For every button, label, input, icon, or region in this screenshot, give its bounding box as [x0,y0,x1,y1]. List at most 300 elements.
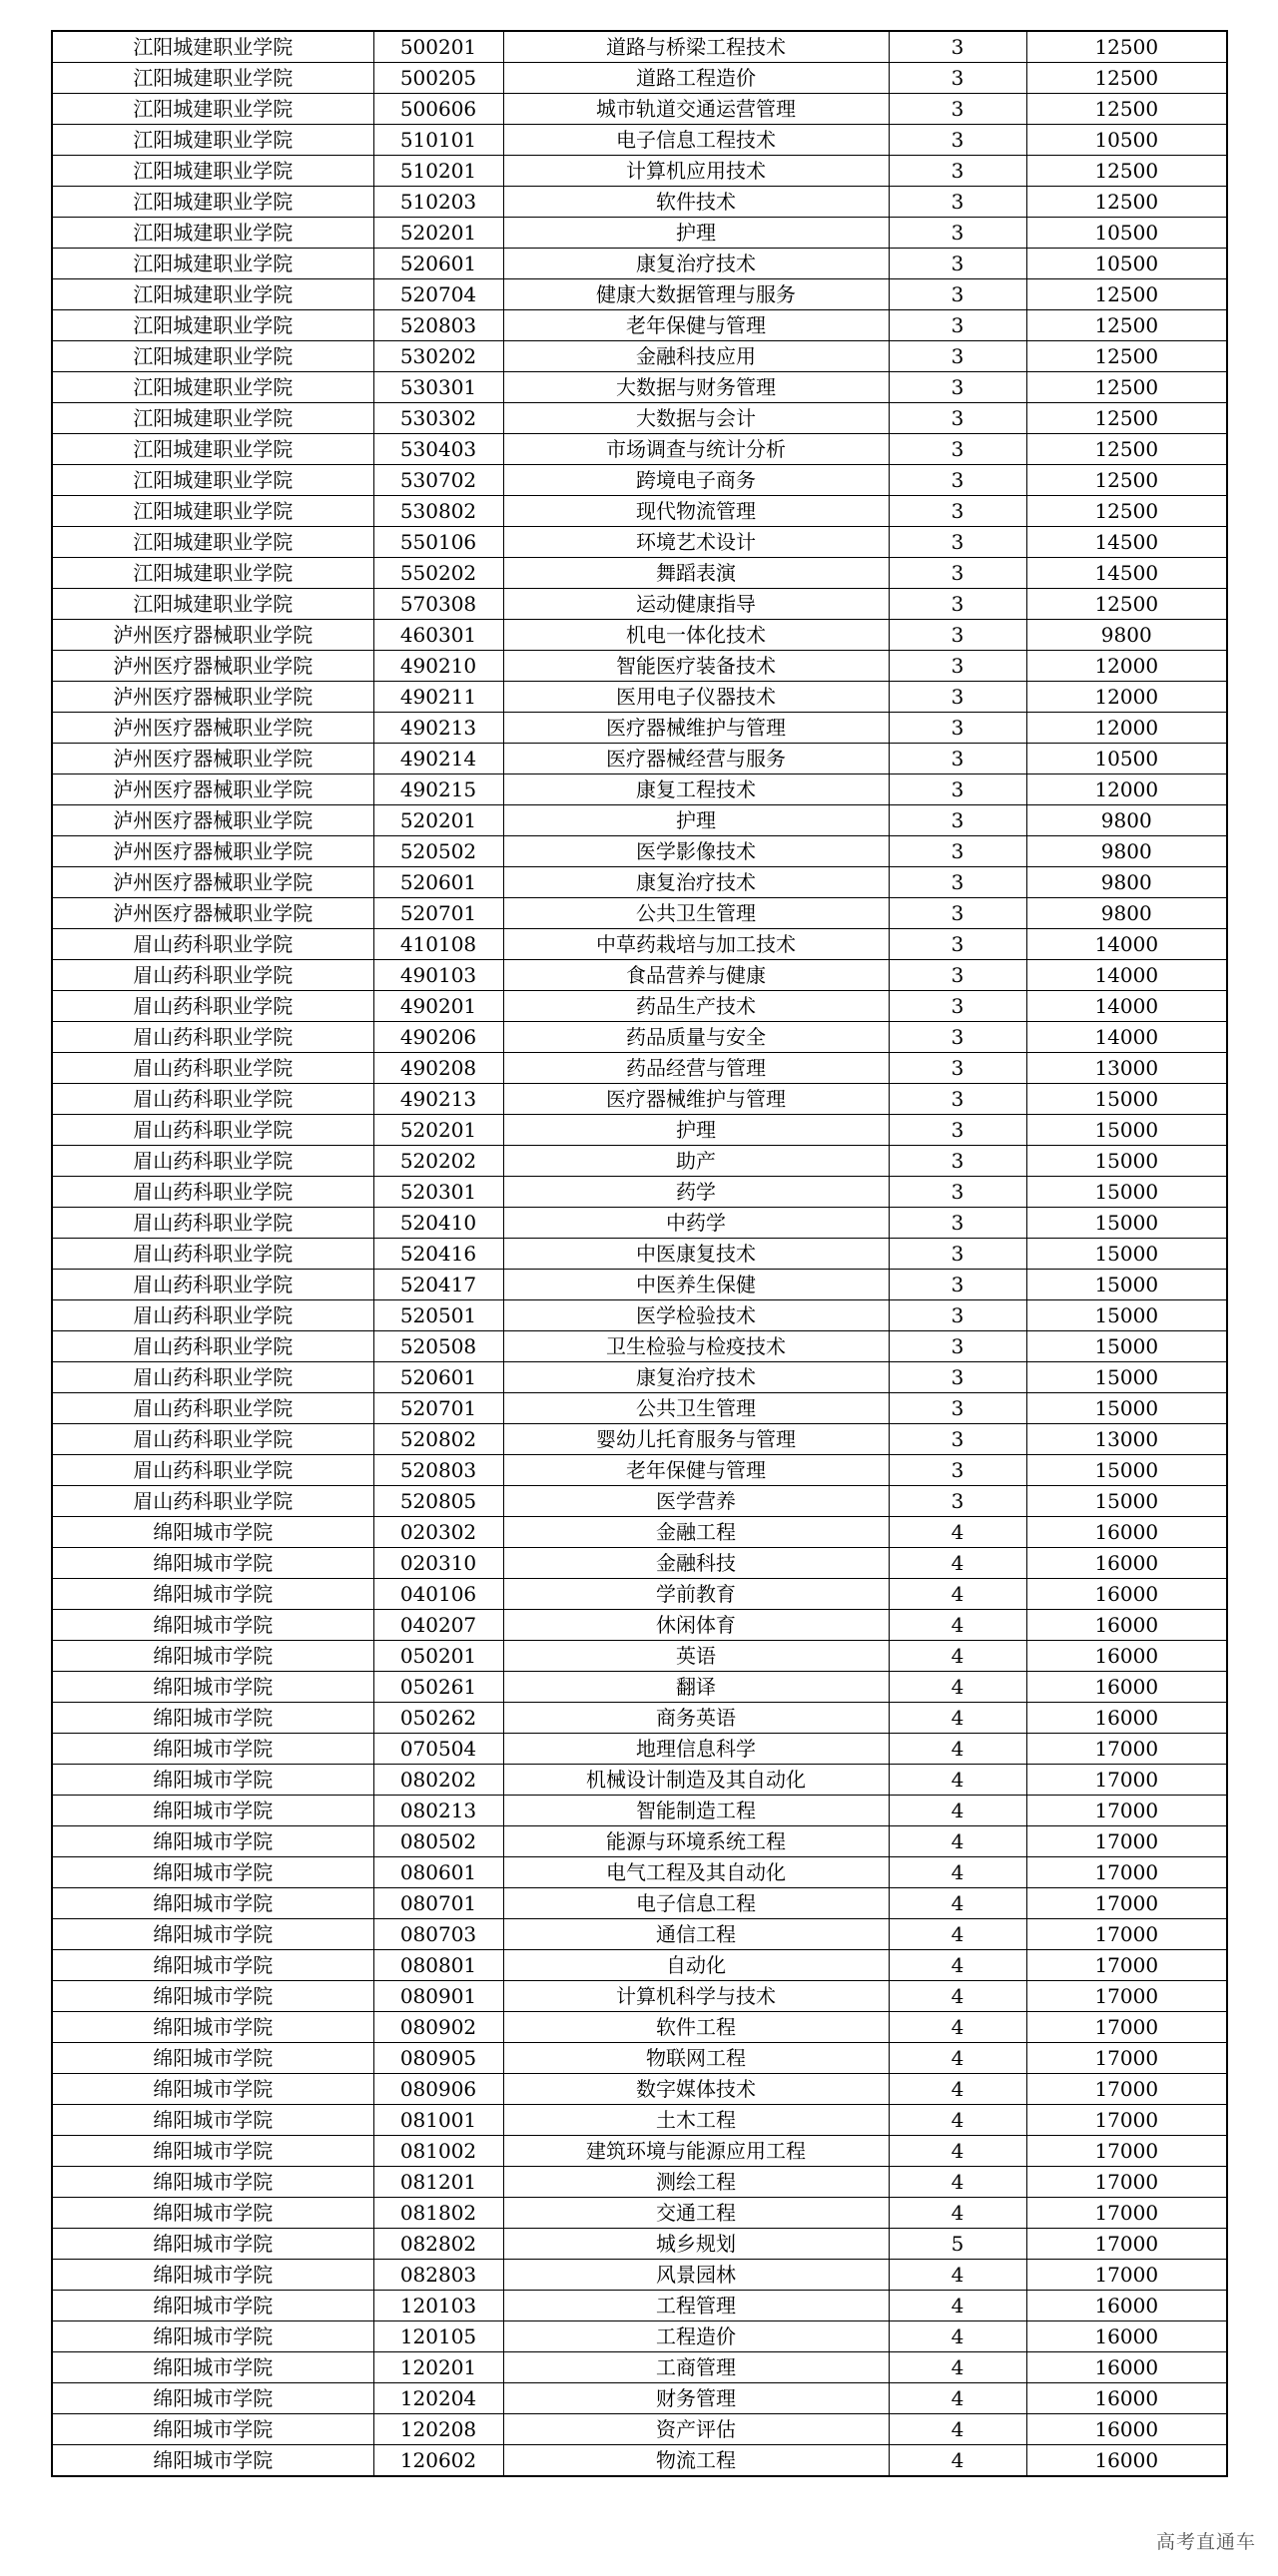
major-name-cell: 康复治疗技术 [503,1362,889,1393]
tuition-fee-cell: 12500 [1026,63,1227,94]
tuition-fee-cell: 17000 [1026,1857,1227,1888]
table-row [52,63,1227,94]
tuition-fee-cell: 17000 [1026,1765,1227,1796]
table-row [52,651,1227,682]
duration-years-cell: 3 [889,960,1026,991]
table-row [52,2291,1227,2321]
school-name-cell: 绵阳城市学院 [52,2445,373,2477]
school-name-cell: 江阳城建职业学院 [52,31,373,63]
major-code-cell: 020302 [373,1517,503,1548]
school-name-cell: 江阳城建职业学院 [52,403,373,434]
school-name-cell: 绵阳城市学院 [52,2414,373,2445]
school-name-cell: 眉山药科职业学院 [52,1022,373,1053]
school-name-cell: 眉山药科职业学院 [52,1393,373,1424]
major-code-cell: 082802 [373,2229,503,2260]
school-name-cell: 绵阳城市学院 [52,1950,373,1981]
major-code-cell: 080601 [373,1857,503,1888]
duration-years-cell: 4 [889,1888,1026,1919]
table-body [52,31,1227,2476]
school-name-cell: 绵阳城市学院 [52,1548,373,1579]
school-name-cell: 绵阳城市学院 [52,1796,373,1826]
duration-years-cell: 3 [889,279,1026,310]
table-row [52,1981,1227,2012]
tuition-fee-cell: 16000 [1026,2383,1227,2414]
major-name-cell: 公共卫生管理 [503,898,889,929]
tuition-fee-cell: 17000 [1026,2074,1227,2105]
major-name-cell: 护理 [503,805,889,836]
tuition-fee-cell: 15000 [1026,1115,1227,1146]
duration-years-cell: 3 [889,805,1026,836]
duration-years-cell: 3 [889,1270,1026,1300]
school-name-cell: 眉山药科职业学院 [52,1084,373,1115]
duration-years-cell: 3 [889,1455,1026,1486]
table-row [52,744,1227,774]
major-code-cell: 520501 [373,1300,503,1331]
major-code-cell: 080906 [373,2074,503,2105]
duration-years-cell: 3 [889,1424,1026,1455]
major-code-cell: 410108 [373,929,503,960]
duration-years-cell: 3 [889,867,1026,898]
major-code-cell: 510101 [373,125,503,156]
major-name-cell: 翻译 [503,1672,889,1703]
table-row [52,2383,1227,2414]
school-name-cell: 绵阳城市学院 [52,2383,373,2414]
table-row [52,2321,1227,2352]
table-row [52,2074,1227,2105]
major-code-cell: 520805 [373,1486,503,1517]
duration-years-cell: 3 [889,187,1026,218]
duration-years-cell: 3 [889,774,1026,805]
major-code-cell: 520202 [373,1146,503,1177]
duration-years-cell: 3 [889,156,1026,187]
table-row [52,1177,1227,1208]
table-row [52,1610,1227,1641]
major-code-cell: 081802 [373,2198,503,2229]
duration-years-cell: 4 [889,2167,1026,2198]
table-row [52,2352,1227,2383]
major-code-cell: 070504 [373,1734,503,1765]
major-name-cell: 婴幼儿托育服务与管理 [503,1424,889,1455]
duration-years-cell: 3 [889,898,1026,929]
school-name-cell: 眉山药科职业学院 [52,1177,373,1208]
duration-years-cell: 3 [889,651,1026,682]
table-row [52,1393,1227,1424]
school-name-cell: 绵阳城市学院 [52,2043,373,2074]
major-name-cell: 金融科技 [503,1548,889,1579]
duration-years-cell: 4 [889,2012,1026,2043]
table-row [52,929,1227,960]
tuition-fee-cell: 12500 [1026,496,1227,527]
school-name-cell: 绵阳城市学院 [52,1641,373,1672]
major-name-cell: 风景园林 [503,2260,889,2291]
major-name-cell: 商务英语 [503,1703,889,1734]
table-row [52,527,1227,558]
duration-years-cell: 4 [889,2352,1026,2383]
major-name-cell: 自动化 [503,1950,889,1981]
table-row [52,372,1227,403]
duration-years-cell: 3 [889,1177,1026,1208]
duration-years-cell: 3 [889,1393,1026,1424]
school-name-cell: 江阳城建职业学院 [52,187,373,218]
school-name-cell: 江阳城建职业学院 [52,218,373,249]
tuition-fee-cell: 10500 [1026,125,1227,156]
major-name-cell: 大数据与会计 [503,403,889,434]
school-name-cell: 泸州医疗器械职业学院 [52,620,373,651]
school-name-cell: 江阳城建职业学院 [52,310,373,341]
major-name-cell: 通信工程 [503,1919,889,1950]
tuition-fee-cell: 16000 [1026,2321,1227,2352]
school-name-cell: 眉山药科职业学院 [52,1455,373,1486]
school-name-cell: 绵阳城市学院 [52,2167,373,2198]
major-code-cell: 530403 [373,434,503,465]
table-row [52,2414,1227,2445]
major-code-cell: 120204 [373,2383,503,2414]
major-name-cell: 城市轨道交通运营管理 [503,94,889,125]
major-code-cell: 530202 [373,341,503,372]
tuition-fee-cell: 12000 [1026,651,1227,682]
major-name-cell: 测绘工程 [503,2167,889,2198]
school-name-cell: 眉山药科职业学院 [52,1146,373,1177]
tuition-fee-cell: 15000 [1026,1393,1227,1424]
duration-years-cell: 4 [889,2291,1026,2321]
school-name-cell: 眉山药科职业学院 [52,1239,373,1270]
tuition-fee-cell: 12500 [1026,589,1227,620]
duration-years-cell: 4 [889,2074,1026,2105]
table-row [52,2105,1227,2136]
table-row [52,2136,1227,2167]
duration-years-cell: 4 [889,2445,1026,2477]
duration-years-cell: 3 [889,1486,1026,1517]
major-code-cell: 520701 [373,898,503,929]
table-row [52,1300,1227,1331]
school-name-cell: 绵阳城市学院 [52,1826,373,1857]
tuition-fee-cell: 12500 [1026,310,1227,341]
major-name-cell: 地理信息科学 [503,1734,889,1765]
tuition-fee-cell: 12500 [1026,279,1227,310]
major-code-cell: 490213 [373,1084,503,1115]
table-row [52,1950,1227,1981]
school-name-cell: 绵阳城市学院 [52,2012,373,2043]
duration-years-cell: 3 [889,63,1026,94]
major-code-cell: 570308 [373,589,503,620]
table-row [52,1146,1227,1177]
major-name-cell: 计算机应用技术 [503,156,889,187]
major-name-cell: 土木工程 [503,2105,889,2136]
table-row [52,1641,1227,1672]
major-name-cell: 工商管理 [503,2352,889,2383]
major-name-cell: 舞蹈表演 [503,558,889,589]
major-code-cell: 120103 [373,2291,503,2321]
major-code-cell: 081001 [373,2105,503,2136]
school-name-cell: 绵阳城市学院 [52,1579,373,1610]
school-name-cell: 江阳城建职业学院 [52,558,373,589]
duration-years-cell: 3 [889,713,1026,744]
major-name-cell: 道路与桥梁工程技术 [503,31,889,63]
major-name-cell: 食品营养与健康 [503,960,889,991]
table-row [52,434,1227,465]
school-name-cell: 绵阳城市学院 [52,2260,373,2291]
duration-years-cell: 4 [889,1548,1026,1579]
major-name-cell: 药品质量与安全 [503,1022,889,1053]
major-name-cell: 老年保健与管理 [503,1455,889,1486]
major-name-cell: 财务管理 [503,2383,889,2414]
duration-years-cell: 4 [889,2321,1026,2352]
school-name-cell: 江阳城建职业学院 [52,372,373,403]
major-name-cell: 中医养生保健 [503,1270,889,1300]
major-code-cell: 080202 [373,1765,503,1796]
table-row [52,1919,1227,1950]
major-name-cell: 电气工程及其自动化 [503,1857,889,1888]
school-name-cell: 泸州医疗器械职业学院 [52,713,373,744]
major-name-cell: 工程造价 [503,2321,889,2352]
table-row [52,1734,1227,1765]
tuition-fee-cell: 12000 [1026,774,1227,805]
major-name-cell: 药学 [503,1177,889,1208]
tuition-fee-cell: 17000 [1026,1981,1227,2012]
tuition-fee-cell: 17000 [1026,2198,1227,2229]
major-code-cell: 500205 [373,63,503,94]
tuition-fee-table [51,30,1228,2477]
major-name-cell: 资产评估 [503,2414,889,2445]
school-name-cell: 眉山药科职业学院 [52,960,373,991]
major-name-cell: 学前教育 [503,1579,889,1610]
tuition-fee-cell: 15000 [1026,1146,1227,1177]
major-code-cell: 520502 [373,836,503,867]
major-code-cell: 050201 [373,1641,503,1672]
tuition-fee-cell: 17000 [1026,1950,1227,1981]
duration-years-cell: 4 [889,1641,1026,1672]
major-name-cell: 物联网工程 [503,2043,889,2074]
major-code-cell: 490206 [373,1022,503,1053]
major-code-cell: 510203 [373,187,503,218]
table-row [52,1548,1227,1579]
major-name-cell: 电子信息工程技术 [503,125,889,156]
table-row [52,589,1227,620]
tuition-fee-cell: 13000 [1026,1424,1227,1455]
school-name-cell: 绵阳城市学院 [52,1517,373,1548]
major-code-cell: 520601 [373,867,503,898]
table-row [52,403,1227,434]
major-code-cell: 520301 [373,1177,503,1208]
major-code-cell: 520803 [373,1455,503,1486]
major-name-cell: 机械设计制造及其自动化 [503,1765,889,1796]
duration-years-cell: 3 [889,929,1026,960]
school-name-cell: 眉山药科职业学院 [52,1300,373,1331]
tuition-fee-cell: 15000 [1026,1455,1227,1486]
school-name-cell: 江阳城建职业学院 [52,249,373,279]
table-row [52,1703,1227,1734]
tuition-fee-cell: 17000 [1026,2260,1227,2291]
major-code-cell: 081002 [373,2136,503,2167]
major-name-cell: 市场调查与统计分析 [503,434,889,465]
major-code-cell: 080905 [373,2043,503,2074]
tuition-fee-cell: 15000 [1026,1208,1227,1239]
school-name-cell: 江阳城建职业学院 [52,279,373,310]
major-code-cell: 490215 [373,774,503,805]
major-code-cell: 490211 [373,682,503,713]
tuition-fee-cell: 17000 [1026,1796,1227,1826]
table-row [52,836,1227,867]
school-name-cell: 绵阳城市学院 [52,2074,373,2105]
major-code-cell: 050261 [373,1672,503,1703]
school-name-cell: 眉山药科职业学院 [52,1424,373,1455]
major-name-cell: 智能医疗装备技术 [503,651,889,682]
tuition-fee-cell: 14000 [1026,1022,1227,1053]
table-row [52,1765,1227,1796]
school-name-cell: 江阳城建职业学院 [52,589,373,620]
tuition-fee-cell: 17000 [1026,2167,1227,2198]
school-name-cell: 绵阳城市学院 [52,1703,373,1734]
table-row [52,465,1227,496]
major-code-cell: 520803 [373,310,503,341]
tuition-fee-cell: 15000 [1026,1177,1227,1208]
duration-years-cell: 4 [889,1919,1026,1950]
table-row [52,2167,1227,2198]
major-code-cell: 080213 [373,1796,503,1826]
major-code-cell: 490201 [373,991,503,1022]
major-name-cell: 智能制造工程 [503,1796,889,1826]
major-name-cell: 休闲体育 [503,1610,889,1641]
major-code-cell: 040207 [373,1610,503,1641]
major-name-cell: 护理 [503,1115,889,1146]
school-name-cell: 泸州医疗器械职业学院 [52,682,373,713]
major-name-cell: 电子信息工程 [503,1888,889,1919]
duration-years-cell: 3 [889,249,1026,279]
duration-years-cell: 3 [889,744,1026,774]
table-row [52,805,1227,836]
major-name-cell: 能源与环境系统工程 [503,1826,889,1857]
table-row [52,218,1227,249]
major-name-cell: 药品生产技术 [503,991,889,1022]
tuition-fee-cell: 12000 [1026,713,1227,744]
table-row [52,1888,1227,1919]
major-code-cell: 520201 [373,218,503,249]
duration-years-cell: 4 [889,1579,1026,1610]
table-row [52,1672,1227,1703]
duration-years-cell: 3 [889,434,1026,465]
table-row [52,620,1227,651]
major-name-cell: 环境艺术设计 [503,527,889,558]
duration-years-cell: 3 [889,465,1026,496]
duration-years-cell: 4 [889,1826,1026,1857]
tuition-fee-cell: 16000 [1026,1517,1227,1548]
major-code-cell: 530302 [373,403,503,434]
tuition-fee-cell: 16000 [1026,2291,1227,2321]
table-row [52,1455,1227,1486]
tuition-fee-cell: 10500 [1026,744,1227,774]
duration-years-cell: 3 [889,836,1026,867]
tuition-fee-cell: 13000 [1026,1053,1227,1084]
school-name-cell: 绵阳城市学院 [52,1734,373,1765]
major-name-cell: 城乡规划 [503,2229,889,2260]
table-row [52,1579,1227,1610]
major-code-cell: 520201 [373,1115,503,1146]
school-name-cell: 绵阳城市学院 [52,1981,373,2012]
duration-years-cell: 4 [889,2414,1026,2445]
duration-years-cell: 3 [889,1300,1026,1331]
table-row [52,1857,1227,1888]
table-row [52,1517,1227,1548]
duration-years-cell: 3 [889,496,1026,527]
tuition-fee-cell: 17000 [1026,2229,1227,2260]
school-name-cell: 眉山药科职业学院 [52,1208,373,1239]
major-code-cell: 120201 [373,2352,503,2383]
major-code-cell: 510201 [373,156,503,187]
tuition-fee-cell: 16000 [1026,2352,1227,2383]
school-name-cell: 绵阳城市学院 [52,2352,373,2383]
duration-years-cell: 4 [889,2383,1026,2414]
major-code-cell: 530702 [373,465,503,496]
duration-years-cell: 4 [889,2198,1026,2229]
major-code-cell: 490103 [373,960,503,991]
table-row [52,991,1227,1022]
major-name-cell: 医学影像技术 [503,836,889,867]
duration-years-cell: 4 [889,1610,1026,1641]
major-code-cell: 550106 [373,527,503,558]
table-row [52,1331,1227,1362]
duration-years-cell: 4 [889,1857,1026,1888]
school-name-cell: 绵阳城市学院 [52,1919,373,1950]
table-row [52,1208,1227,1239]
table-row [52,1084,1227,1115]
duration-years-cell: 3 [889,682,1026,713]
duration-years-cell: 4 [889,1981,1026,2012]
major-name-cell: 康复治疗技术 [503,867,889,898]
table-row [52,1239,1227,1270]
tuition-fee-cell: 15000 [1026,1362,1227,1393]
tuition-fee-cell: 16000 [1026,1641,1227,1672]
major-code-cell: 530802 [373,496,503,527]
table-row [52,713,1227,744]
major-code-cell: 040106 [373,1579,503,1610]
major-name-cell: 机电一体化技术 [503,620,889,651]
major-code-cell: 490214 [373,744,503,774]
school-name-cell: 眉山药科职业学院 [52,1331,373,1362]
table-row [52,1115,1227,1146]
major-name-cell: 金融工程 [503,1517,889,1548]
tuition-fee-cell: 9800 [1026,898,1227,929]
tuition-fee-cell: 16000 [1026,2445,1227,2477]
major-code-cell: 500201 [373,31,503,63]
table-row [52,1826,1227,1857]
major-code-cell: 081201 [373,2167,503,2198]
duration-years-cell: 5 [889,2229,1026,2260]
major-code-cell: 500606 [373,94,503,125]
major-name-cell: 康复工程技术 [503,774,889,805]
tuition-fee-cell: 9800 [1026,805,1227,836]
tuition-fee-cell: 12000 [1026,682,1227,713]
duration-years-cell: 3 [889,558,1026,589]
duration-years-cell: 3 [889,372,1026,403]
tuition-fee-cell: 14500 [1026,527,1227,558]
school-name-cell: 泸州医疗器械职业学院 [52,867,373,898]
major-name-cell: 运动健康指导 [503,589,889,620]
major-code-cell: 520410 [373,1208,503,1239]
table-row [52,1796,1227,1826]
school-name-cell: 眉山药科职业学院 [52,1270,373,1300]
major-name-cell: 药品经营与管理 [503,1053,889,1084]
tuition-fee-cell: 10500 [1026,249,1227,279]
school-name-cell: 江阳城建职业学院 [52,434,373,465]
school-name-cell: 泸州医疗器械职业学院 [52,898,373,929]
school-name-cell: 江阳城建职业学院 [52,63,373,94]
table-row [52,1270,1227,1300]
major-name-cell: 建筑环境与能源应用工程 [503,2136,889,2167]
table-row [52,2260,1227,2291]
duration-years-cell: 3 [889,1146,1026,1177]
school-name-cell: 江阳城建职业学院 [52,156,373,187]
tuition-fee-cell: 12500 [1026,187,1227,218]
